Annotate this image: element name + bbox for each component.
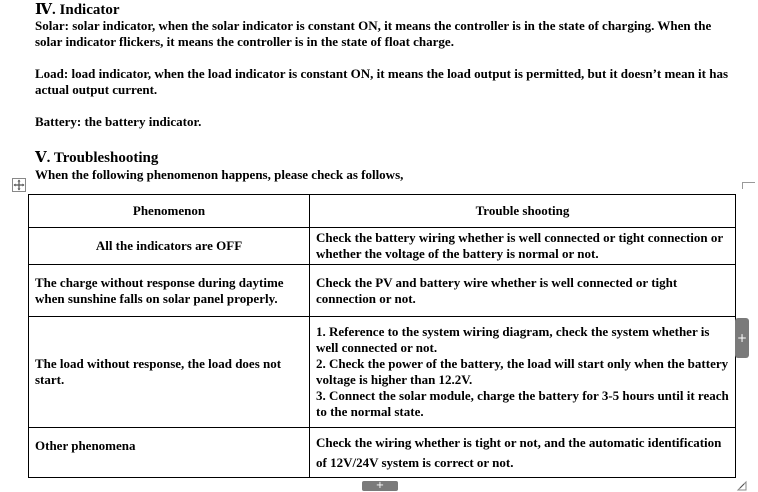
scroll-right-button[interactable]: +	[735, 318, 749, 358]
heading-indicator: Ⅳ. Indicator	[35, 2, 120, 18]
table-move-handle-icon[interactable]	[12, 178, 26, 192]
cell-phenomenon: The charge without response during daytime when sunshine falls on solar panel properly.	[29, 265, 310, 317]
cell-phenomenon: All the indicators are OFF	[29, 228, 310, 265]
table-row	[29, 317, 736, 428]
paragraph-battery: Battery: the battery indicator.	[35, 114, 202, 129]
table-row	[29, 428, 736, 478]
paragraph-load: Load: load indicator, when the load indicator is constant ON, it means the load output is permitted, but it doesn’t mean it has actual output current.	[35, 66, 729, 97]
heading-troubleshooting: Ⅴ. Troubleshooting	[35, 150, 159, 166]
cell-solution: Check the PV and battery wire whether is well connected or tight connection or not.	[310, 265, 736, 317]
cell-solution: Check the wiring whether is tight or not, and the automatic identification of 12V/24V system is correct or not.	[310, 428, 736, 478]
paragraph-troubleshooting-intro: When the following phenomenon happens, please check as follows,	[35, 167, 404, 182]
cell-phenomenon: The load without response, the load does not start.	[29, 317, 310, 428]
solution-step: 1. Reference to the system wiring diagram, check the system whether is well connected or not.	[316, 324, 710, 355]
table-row	[29, 265, 736, 317]
paragraph-solar: Solar: solar indicator, when the solar indicator is constant ON, it means the controller is in the state of charging. When the solar indicator flickers, it means the controller is in the state of float charge.	[35, 18, 712, 49]
scroll-bottom-button[interactable]: +	[362, 481, 398, 491]
cell-solution	[310, 317, 736, 428]
solution-step: 2. Check the power of the battery, the load will start only when the battery voltage is higher than 12.2V.	[316, 356, 729, 387]
table-row	[29, 228, 736, 265]
troubleshooting-table	[28, 194, 736, 478]
header-phenomenon: Phenomenon	[29, 195, 310, 228]
cell-phenomenon: Other phenomena	[29, 428, 310, 478]
table-header-row	[29, 195, 736, 228]
header-trouble-shooting: Trouble shooting	[310, 195, 736, 228]
solution-step: 3. Connect the solar module, charge the battery for 3-5 hours until it reach to the normal state.	[316, 388, 729, 419]
ruler-mark	[742, 182, 755, 189]
cell-solution: Check the battery wiring whether is well connected or tight connection or whether the voltage of the battery is normal or not.	[310, 228, 736, 265]
table-resize-handle-icon[interactable]	[736, 480, 748, 492]
